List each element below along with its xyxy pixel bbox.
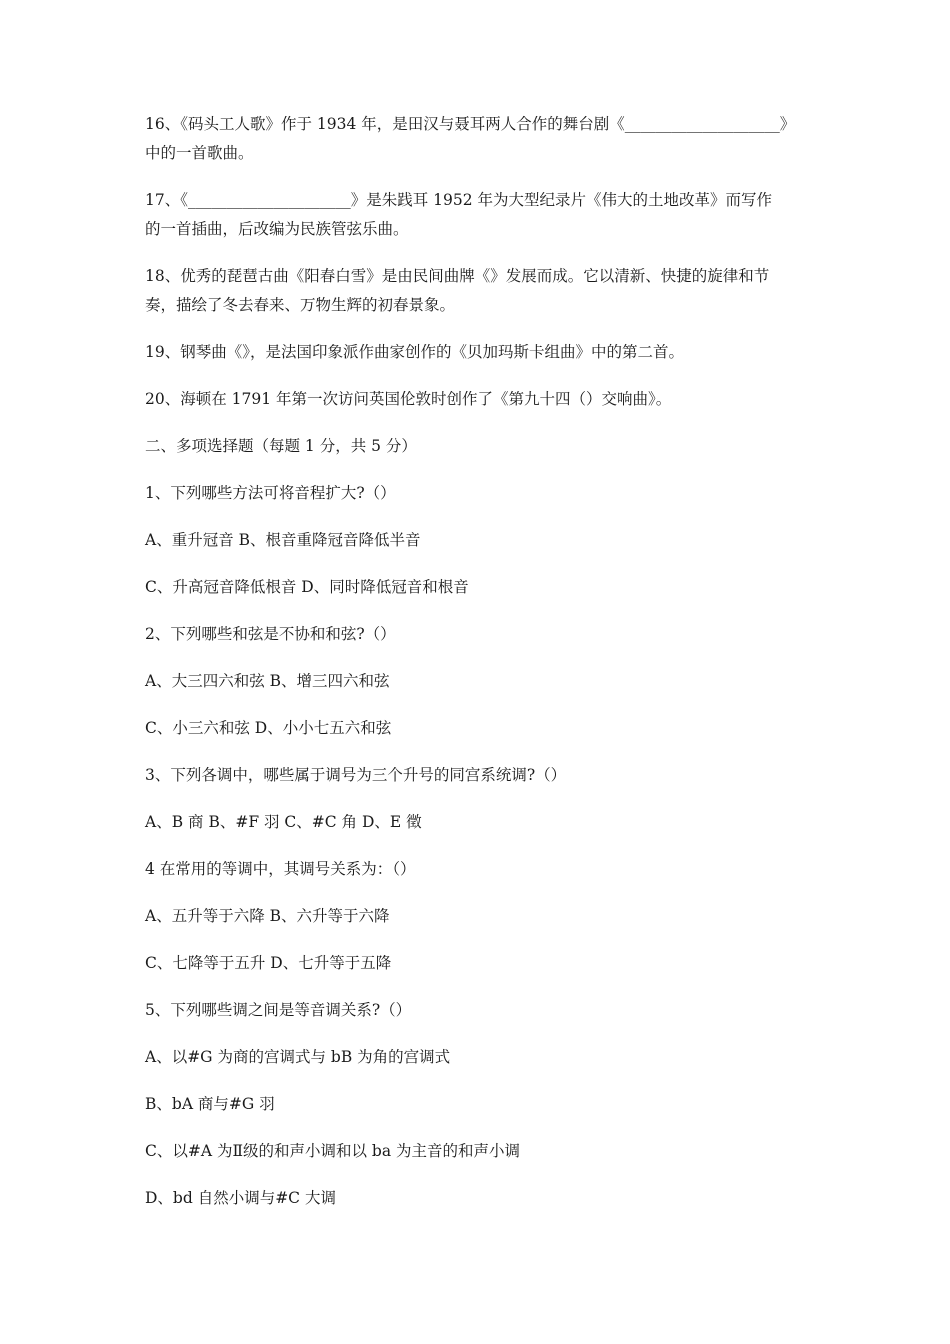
mc-question-5-option-d: D、bd 自然小调与#C 大调 (145, 1189, 336, 1207)
question-18 (145, 262, 815, 320)
question-18-line1: 18、优秀的琵琶古曲《阳春白雪》是由民间曲牌《》发展而成。它以清新、快捷的旋律和节 (145, 267, 770, 285)
mc-question-3-options: A、B 商 B、#F 羽 C、#C 角 D、E 徵 (145, 813, 422, 831)
question-16-line1: 16、《码头工人歌》作于 1934 年，是田汉与聂耳两人合作的舞台剧《____________________》 (145, 115, 796, 133)
mc-question-1-options-cd: C、升高冠音降低根音 D、同时降低冠音和根音 (145, 578, 469, 596)
question-19: 19、钢琴曲《》，是法国印象派作曲家创作的《贝加玛斯卡组曲》中的第二首。 (145, 343, 684, 361)
question-18-line2: 奏，描绘了冬去春来、万物生辉的初春景象。 (145, 296, 456, 314)
question-17-line1: 17、《_____________________》是朱践耳 1952 年为大型纪录片《伟大的土地改革》而写作 (145, 191, 773, 209)
question-20: 20、海顿在 1791 年第一次访问英国伦敦时创作了《第九十四（）交响曲》。 (145, 390, 672, 408)
question-17-line2: 的一首插曲，后改编为民族管弦乐曲。 (145, 220, 409, 238)
question-17 (145, 186, 815, 244)
mc-question-3: 3、下列各调中，哪些属于调号为三个升号的同宫系统调?（） (145, 766, 567, 784)
question-16-line2: 中的一首歌曲。 (145, 144, 254, 162)
mc-question-5-option-c: C、以#A 为Ⅱ级的和声小调和以 ba 为主音的和声小调 (145, 1142, 521, 1160)
question-16 (145, 110, 815, 168)
mc-question-2-options-cd: C、小三六和弦 D、小小七五六和弦 (145, 719, 392, 737)
section-heading: 二、多项选择题（每题 1 分，共 5 分） (145, 437, 417, 455)
mc-question-5-option-b: B、bA 商与#G 羽 (145, 1095, 275, 1113)
mc-question-4-options-cd: C、七降等于五升 D、七升等于五降 (145, 954, 392, 972)
mc-question-5-option-a: A、以#G 为商的宫调式与 bB 为角的宫调式 (145, 1048, 451, 1066)
document-page (145, 110, 815, 1213)
mc-question-5: 5、下列哪些调之间是等音调关系?（） (145, 1001, 412, 1019)
mc-question-2: 2、下列哪些和弦是不协和和弦?（） (145, 625, 396, 643)
mc-question-4: 4 在常用的等调中，其调号关系为：（） (145, 860, 416, 878)
mc-question-1: 1、下列哪些方法可将音程扩大?（） (145, 484, 396, 502)
mc-question-4-options-ab: A、五升等于六降 B、六升等于六降 (145, 907, 390, 925)
mc-question-2-options-ab: A、大三四六和弦 B、增三四六和弦 (145, 672, 390, 690)
mc-question-1-options-ab: A、重升冠音 B、根音重降冠音降低半音 (145, 531, 421, 549)
